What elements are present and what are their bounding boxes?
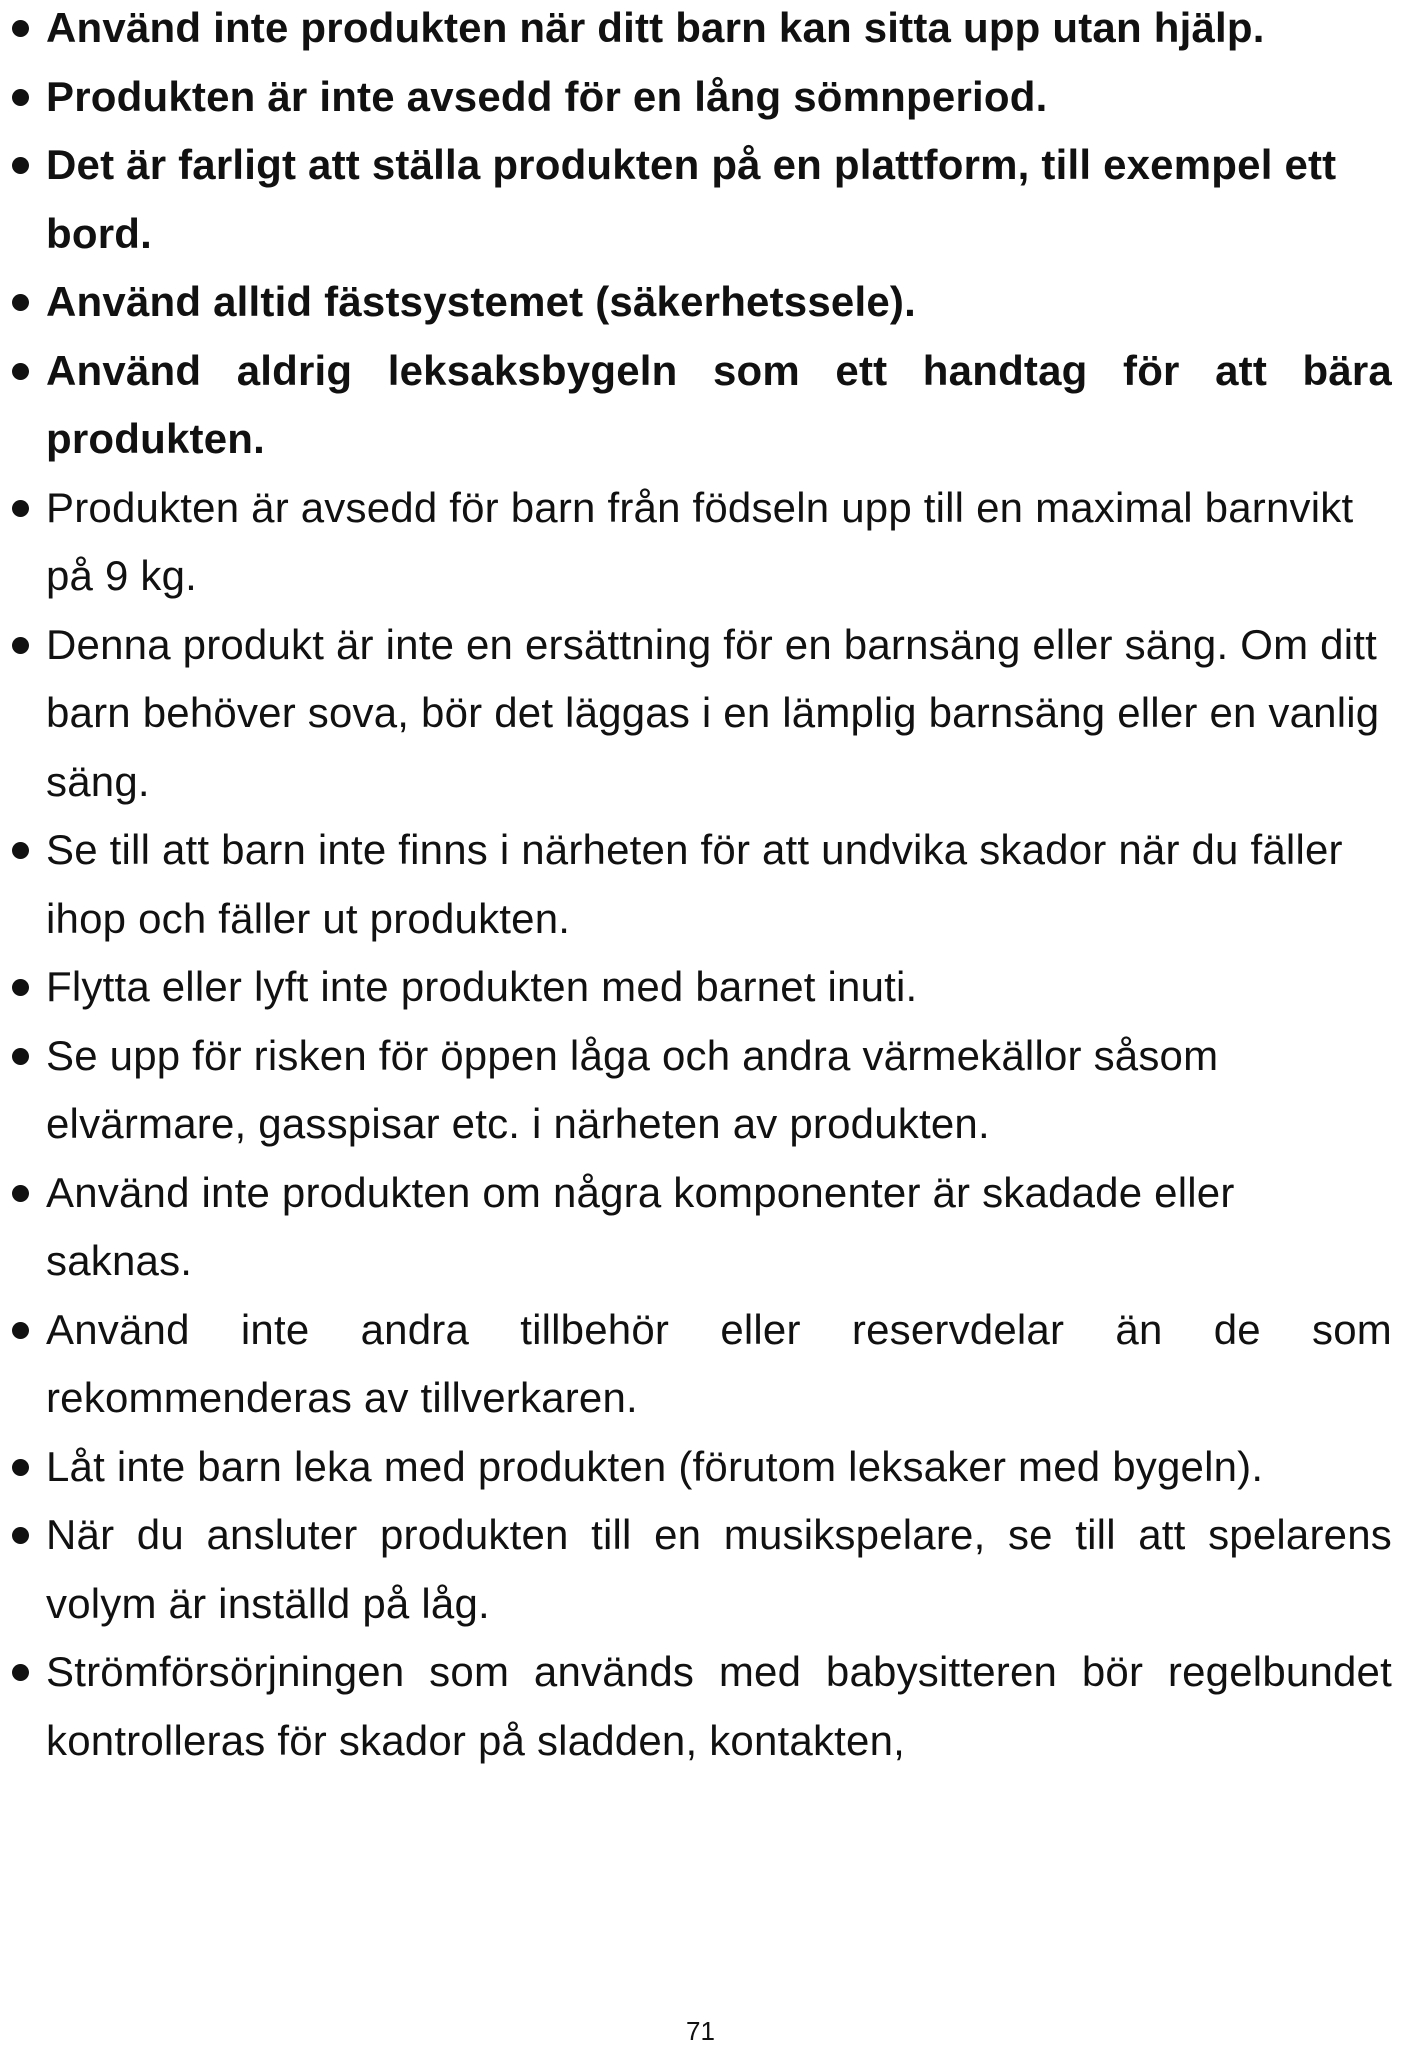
bullet-dot-icon [12, 1527, 29, 1544]
warning-item [10, 474, 1392, 611]
warning-item [10, 816, 1392, 953]
warning-text: Produkten är inte avsedd för en lång sömnperiod. [46, 72, 1048, 120]
warning-item [10, 1638, 1392, 1775]
warning-text: Produkten är avsedd för barn från födseln upp till en maximal barnvikt på 9 kg. [46, 483, 1354, 599]
warning-text: Använd inte andra tillbehör eller reservdelar än de som rekommenderas av tillverkaren. [46, 1305, 1392, 1421]
warning-item [10, 63, 1392, 132]
warning-text: Låt inte barn leka med produkten (förutom leksaker med bygeln). [46, 1442, 1264, 1490]
bullet-dot-icon [12, 637, 29, 654]
warning-item [10, 953, 1392, 1022]
warning-item [10, 1433, 1392, 1502]
warning-text: Använd inte produkten när ditt barn kan sitta upp utan hjälp. [46, 4, 1265, 51]
warning-item [10, 131, 1392, 268]
bullet-dot-icon [12, 363, 29, 380]
warning-text: Strömförsörjningen som används med babysitteren bör regelbundet kontrolleras för skador på sladden, kontakten, [46, 1648, 1392, 1764]
warning-item [10, 1022, 1392, 1159]
warning-text: Använd inte produkten om några komponenter är skadade eller saknas. [46, 1168, 1235, 1284]
bullet-dot-icon [12, 1664, 29, 1681]
warning-item [10, 268, 1392, 337]
safety-warnings-list [10, 0, 1392, 1775]
bullet-dot-icon [12, 979, 29, 996]
warning-text: Använd aldrig leksaksbygeln som ett handtag för att bära produkten. [46, 346, 1392, 462]
warning-item [10, 0, 1392, 63]
bullet-dot-icon [12, 89, 29, 106]
bullet-dot-icon [12, 1459, 29, 1476]
warning-text: Denna produkt är inte en ersättning för en barnsäng eller säng. Om ditt barn behöver sova, bör det läggas i en lämplig barnsäng eller en vanlig säng. [46, 620, 1380, 805]
bullet-dot-icon [12, 1185, 29, 1202]
bullet-dot-icon [12, 1048, 29, 1065]
bullet-dot-icon [12, 500, 29, 517]
warning-text: Det är farligt att ställa produkten på en plattform, till exempel ett bord. [46, 141, 1337, 257]
bullet-dot-icon [12, 294, 29, 311]
bullet-dot-icon [12, 157, 29, 174]
bullet-dot-icon [12, 842, 29, 859]
warning-item [10, 1159, 1392, 1296]
warning-item [10, 1501, 1392, 1638]
warning-text: Se upp för risken för öppen låga och andra värmekällor såsom elvärmare, gasspisar etc. i närheten av produkten. [46, 1031, 1219, 1147]
warning-item [10, 611, 1392, 817]
warning-text: När du ansluter produkten till en musikspelare, se till att spelarens volym är inställd på låg. [46, 1511, 1392, 1627]
warning-text: Se till att barn inte finns i närheten för att undvika skador när du fäller ihop och fäller ut produkten. [46, 826, 1343, 942]
bullet-dot-icon [12, 1322, 29, 1339]
warning-item [10, 1296, 1392, 1433]
page-number: 71 [686, 2016, 715, 2046]
warning-text: Flytta eller lyft inte produkten med barnet inuti. [46, 963, 918, 1010]
bullet-dot-icon [12, 20, 29, 37]
warning-item [10, 337, 1392, 474]
warning-text: Använd alltid fästsystemet (säkerhetssele). [46, 278, 916, 325]
